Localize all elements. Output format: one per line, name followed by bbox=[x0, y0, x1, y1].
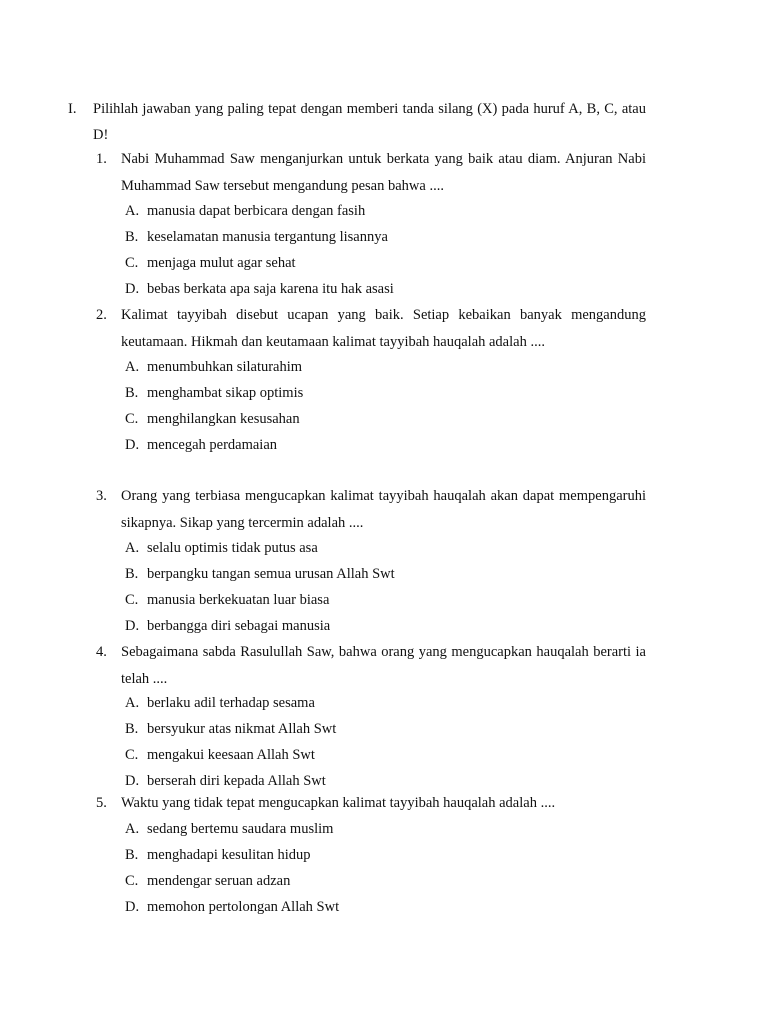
option-c[interactable] bbox=[125, 742, 646, 768]
option-list bbox=[125, 354, 646, 458]
option-letter: D. bbox=[125, 773, 140, 789]
option-list bbox=[125, 816, 646, 920]
option-b[interactable] bbox=[125, 224, 646, 250]
option-letter: C. bbox=[125, 747, 139, 763]
option-a[interactable] bbox=[125, 354, 646, 380]
question-number: 3. bbox=[96, 488, 107, 504]
option-d[interactable] bbox=[125, 276, 646, 302]
option-text: menumbuhkan silaturahim bbox=[147, 359, 303, 375]
option-text: berpangku tangan semua urusan Allah Swt bbox=[147, 566, 395, 582]
question-text: Sebagaimana sabda Rasulullah Saw, bahwa orang yang mengucapkan hauqalah berarti ia telah .... bbox=[121, 644, 646, 687]
option-letter: B. bbox=[125, 566, 139, 582]
option-c[interactable] bbox=[125, 868, 646, 894]
option-b[interactable] bbox=[125, 842, 646, 868]
option-letter: B. bbox=[125, 385, 139, 401]
option-list bbox=[125, 535, 646, 639]
option-letter: C. bbox=[125, 255, 139, 271]
option-a[interactable] bbox=[125, 198, 646, 224]
option-letter: D. bbox=[125, 281, 140, 297]
option-text: menghambat sikap optimis bbox=[147, 385, 304, 401]
option-a[interactable] bbox=[125, 816, 646, 842]
option-c[interactable] bbox=[125, 406, 646, 432]
option-b[interactable] bbox=[125, 380, 646, 406]
option-letter: D. bbox=[125, 618, 140, 634]
option-d[interactable] bbox=[125, 894, 646, 920]
option-letter: A. bbox=[125, 359, 140, 375]
option-text: sedang bertemu saudara muslim bbox=[147, 820, 334, 837]
question-3 bbox=[96, 483, 646, 639]
option-d[interactable] bbox=[125, 432, 646, 458]
option-text: selalu optimis tidak putus asa bbox=[147, 540, 318, 556]
option-b[interactable] bbox=[125, 716, 646, 742]
option-letter: A. bbox=[125, 203, 140, 219]
option-letter: A. bbox=[125, 540, 140, 556]
option-text: berserah diri kepada Allah Swt bbox=[147, 773, 326, 789]
option-letter: D. bbox=[125, 898, 140, 915]
option-text: manusia dapat berbicara dengan fasih bbox=[147, 203, 366, 219]
option-text: keselamatan manusia tergantung lisannya bbox=[147, 229, 388, 245]
option-text: berlaku adil terhadap sesama bbox=[147, 695, 315, 711]
option-letter: C. bbox=[125, 592, 139, 608]
option-text: berbangga diri sebagai manusia bbox=[147, 618, 331, 634]
option-letter: A. bbox=[125, 820, 140, 837]
question-2 bbox=[96, 302, 646, 458]
option-letter: C. bbox=[125, 411, 139, 427]
option-letter: C. bbox=[125, 872, 139, 889]
option-text: menghilangkan kesusahan bbox=[147, 411, 300, 427]
question-number: 2. bbox=[96, 307, 107, 323]
section-instruction: Pilihlah jawaban yang paling tepat dengan memberi tanda silang (X) pada huruf A, B, C, atau D! bbox=[93, 101, 646, 143]
question-number: 1. bbox=[96, 151, 107, 167]
option-text: menjaga mulut agar sehat bbox=[147, 255, 296, 271]
option-text: manusia berkekuatan luar biasa bbox=[147, 592, 330, 608]
option-d[interactable] bbox=[125, 613, 646, 639]
option-text: bebas berkata apa saja karena itu hak asasi bbox=[147, 281, 394, 297]
question-number: 4. bbox=[96, 644, 107, 660]
option-text: memohon pertolongan Allah Swt bbox=[147, 898, 340, 915]
question-text: Waktu yang tidak tepat mengucapkan kalimat tayyibah hauqalah adalah .... bbox=[121, 795, 556, 811]
option-c[interactable] bbox=[125, 250, 646, 276]
option-letter: B. bbox=[125, 721, 139, 737]
option-b[interactable] bbox=[125, 561, 646, 587]
option-text: mendengar seruan adzan bbox=[147, 872, 291, 889]
option-c[interactable] bbox=[125, 587, 646, 613]
question-1 bbox=[96, 146, 646, 302]
option-letter: B. bbox=[125, 846, 139, 863]
option-text: menghadapi kesulitan hidup bbox=[147, 846, 311, 863]
section-number: I. bbox=[68, 101, 77, 117]
option-a[interactable] bbox=[125, 535, 646, 561]
question-text: Orang yang terbiasa mengucapkan kalimat tayyibah hauqalah akan dapat mempengaruhi sikapnya. Sikap yang tercermin adalah .... bbox=[121, 488, 646, 531]
question-5 bbox=[96, 790, 646, 920]
option-list bbox=[125, 198, 646, 302]
question-text: Nabi Muhammad Saw menganjurkan untuk berkata yang baik atau diam. Anjuran Nabi Muhammad Saw tersebut mengandung pesan bahwa .... bbox=[121, 151, 646, 194]
option-a[interactable] bbox=[125, 690, 646, 716]
question-4 bbox=[96, 639, 646, 794]
option-text: mencegah perdamaian bbox=[147, 437, 278, 453]
section-heading bbox=[68, 96, 646, 148]
question-number: 5. bbox=[96, 795, 107, 811]
option-letter: B. bbox=[125, 229, 139, 245]
option-text: bersyukur atas nikmat Allah Swt bbox=[147, 721, 337, 737]
question-text: Kalimat tayyibah disebut ucapan yang baik. Setiap kebaikan banyak mengandung keutamaan. Hikmah dan keutamaan kalimat tayyibah hauqalah adalah .... bbox=[121, 307, 646, 350]
option-list bbox=[125, 690, 646, 794]
option-text: mengakui keesaan Allah Swt bbox=[147, 747, 315, 763]
option-letter: A. bbox=[125, 695, 140, 711]
option-letter: D. bbox=[125, 437, 140, 453]
